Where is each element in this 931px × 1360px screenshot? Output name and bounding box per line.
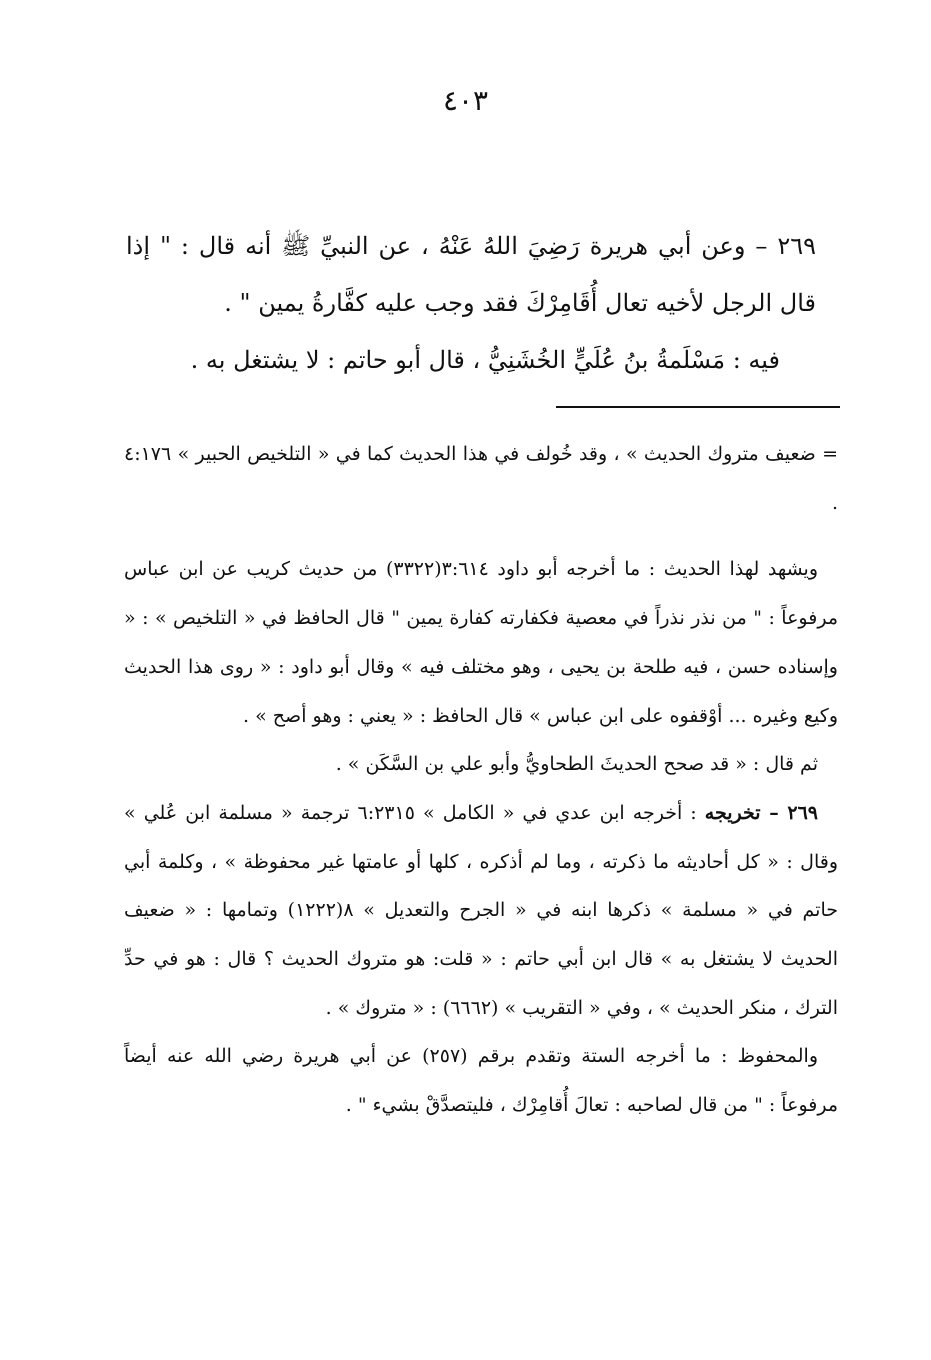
- footnote-continuation: = ضعيف متروك الحديث » ، وقد خُولف في هذا الحديث كما في « التلخيص الحبير » ٤:١٧٦ .: [124, 443, 838, 514]
- hadith-paragraph: ٢٦٩ – وعن أبي هريرة رَضِيَ اللهُ عَنْهُ ، عن النبيِّ ﷺ أنه قال : " إذا قال الرجل لأخيه تعال أُقَامِرْكَ فقد وجب عليه كفَّارةُ يمين " .: [126, 232, 816, 317]
- footnote-paragraph: ويشهد لهذا الحديث : ما أخرجه أبو داود ٣:٦١٤(٣٣٢٢) من حديث كريب عن ابن عباس مرفوعاً : " من نذر نذراً في معصية فكفارته كفارة يمين " قال الحافظ في « التلخيص » : « وإسناده حسن ، فيه طلحة بن يحيى ، وهو مختلف فيه » وقال أبو داود : « روى هذا الحديث وكيع وغيره ... أوْقفوه على ابن عباس » قال الحافظ : « يعني : وهو أصح » .: [124, 558, 838, 727]
- takhrij-paragraph: [124, 789, 838, 1033]
- footnote-paragraph: ثم قال : « قد صحح الحديثَ الطحاويُّ وأبو علي بن السَّكَن » .: [335, 753, 818, 776]
- footnotes: [124, 430, 838, 1130]
- takhrij-label: ٢٦٩ – تخريجه: [704, 801, 818, 824]
- takhrij-text: : أخرجه ابن عدي في « الكامل » ٦:٢٣١٥ ترجمة « مسلمة ابن عُلي » وقال : « كل أحاديثه ما ذكرته ، وما لم أذكره ، كلها أو عامتها غير محفوظة » ، وكلمة أبي حاتم في « مسلمة » ذكرها ابنه في « الجرح والتعديل » ٨(١٢٢٢) وتمامها : « ضعيف الحديث لا يشتغل به » قال ابن أبي حاتم : « قلت: هو متروك الحديث ؟ قال : هو في حدِّ الترك ، منكر الحديث » ، وفي « التقريب » (٦٦٦٢) : « متروك » .: [124, 801, 838, 1019]
- narrator-note: فيه : مَسْلَمةُ بنُ عُلَيٍّ الخُشَنِيُّ ، قال أبو حاتم : لا يشتغل به .: [190, 346, 780, 374]
- footnote-divider: [556, 406, 840, 408]
- hadith-text: [126, 218, 816, 389]
- page-number: ٤٠٣: [442, 84, 489, 117]
- footnote-paragraph: والمحفوظ : ما أخرجه الستة وتقدم برقم (٢٥٧) عن أبي هريرة رضي الله عنه أيضاً مرفوعاً : " من قال لصاحبه : تعالَ أُقامِرْك ، فليتصدَّقْ بشيء " .: [124, 1045, 838, 1117]
